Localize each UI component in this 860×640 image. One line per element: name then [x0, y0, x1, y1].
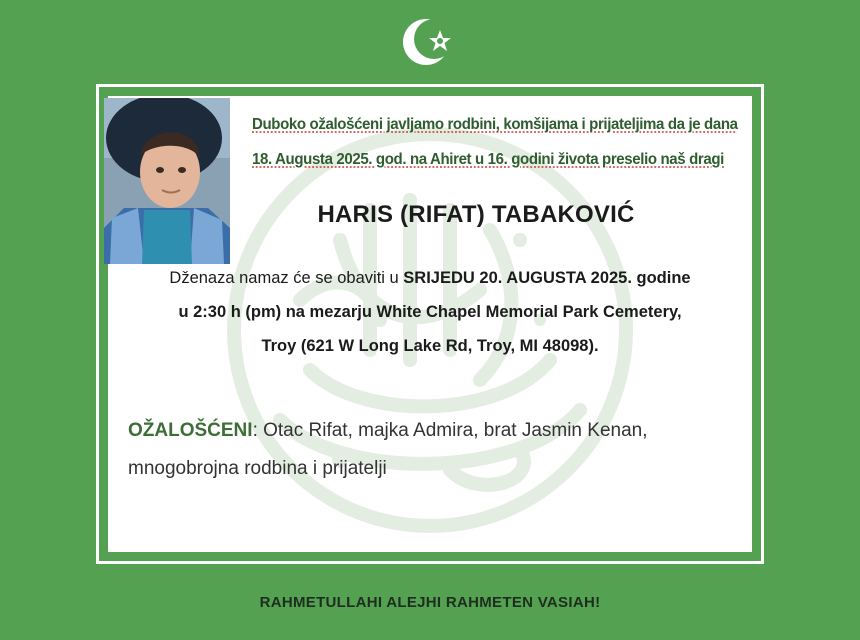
- funeral-line-2: [108, 303, 752, 322]
- mourners-family: : Otac Rifat, majka Admira, brat Jasmin Kenan,: [252, 420, 648, 441]
- mourners-line-2: mnogobrojna rodbina i prijatelji: [128, 458, 387, 479]
- intro-line-2: 18. Augusta 2025. god. na Ahiret u 16. godini života preselio naš dragi: [252, 151, 724, 168]
- funeral-line-3: [108, 337, 752, 356]
- deceased-name: HARIS (RIFAT) TABAKOVIĆ: [317, 201, 635, 228]
- mourners-line-1: [128, 420, 648, 442]
- intro-line-1: Duboko ožalošćeni javljamo rodbini, komšijama i prijateljima da je dana: [252, 116, 738, 133]
- funeral-line-1-text: Dženaza namaz će se obaviti u: [169, 269, 404, 287]
- funeral-address: Troy (621 W Long Lake Rd, Troy, MI 48098).: [261, 337, 599, 355]
- crescent-star-icon: [398, 14, 462, 70]
- deceased-photo: [104, 98, 230, 264]
- mourners-heading: OŽALOŠĆENI: [128, 420, 253, 441]
- funeral-line-1: [108, 269, 752, 288]
- funeral-location: u 2:30 h (pm) na mezarju White Chapel Memorial Park Cemetery,: [178, 303, 682, 321]
- footer-prayer: RAHMETULLAHI ALEJHI RAHMETEN VASIAH!: [259, 594, 601, 611]
- funeral-date: SRIJEDU 20. AUGUSTA 2025. godine: [403, 269, 691, 287]
